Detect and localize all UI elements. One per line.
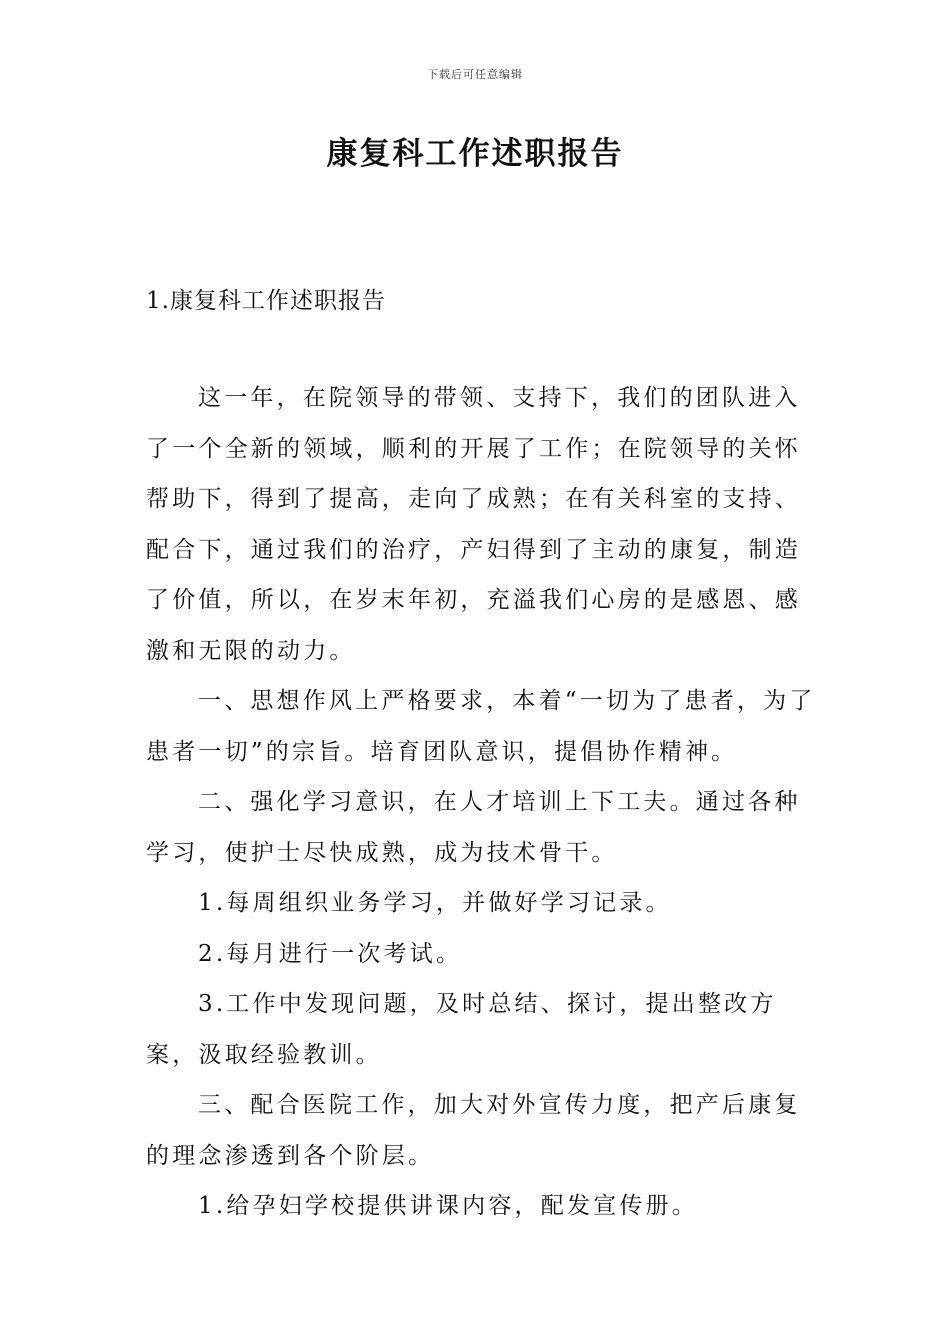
paragraph-point-two: 二、强化学习意识，在人才培训上下工夫。通过各种学习，使护士尽快成熟，成为技术骨干。 — [146, 789, 801, 866]
list-item: 1.每周组织业务学习，并做好学习记录。 — [198, 890, 672, 916]
list-item: 1.给孕妇学校提供讲课内容，配发宣传册。 — [198, 1193, 698, 1219]
document-title: 康复科工作述职报告 — [326, 136, 624, 172]
document-body — [146, 373, 826, 1232]
paragraph-point-one: 一、思想作风上严格要求，本着“一切为了患者，为了患者一切”的宗旨。培育团队意识，提倡协作精神。 — [146, 688, 816, 765]
header-note: 下载后可任意编辑 — [427, 68, 523, 81]
list-item: 2.每月进行一次考试。 — [198, 940, 463, 967]
paragraph-point-three: 三、配合医院工作，加大对外宣传力度，把产后康复的理念渗透到各个阶层。 — [146, 1092, 801, 1169]
section-heading: 1.康复科工作述职报告 — [146, 288, 386, 314]
list-item: 3.工作中发现问题，及时总结、探讨，提出整改方案，汲取经验教训。 — [146, 991, 777, 1068]
paragraph-intro: 这一年，在院领导的带领、支持下，我们的团队进入了一个全新的领域，顺利的开展了工作；在院领导的关怀帮助下，得到了提高，走向了成熟；在有关科室的支持、配合下，通过我们的治疗，产妇得到了主动的康复，制造了价值，所以，在岁末年初，充溢我们心房的是感恩、感激和无限的动力。 — [146, 385, 801, 664]
